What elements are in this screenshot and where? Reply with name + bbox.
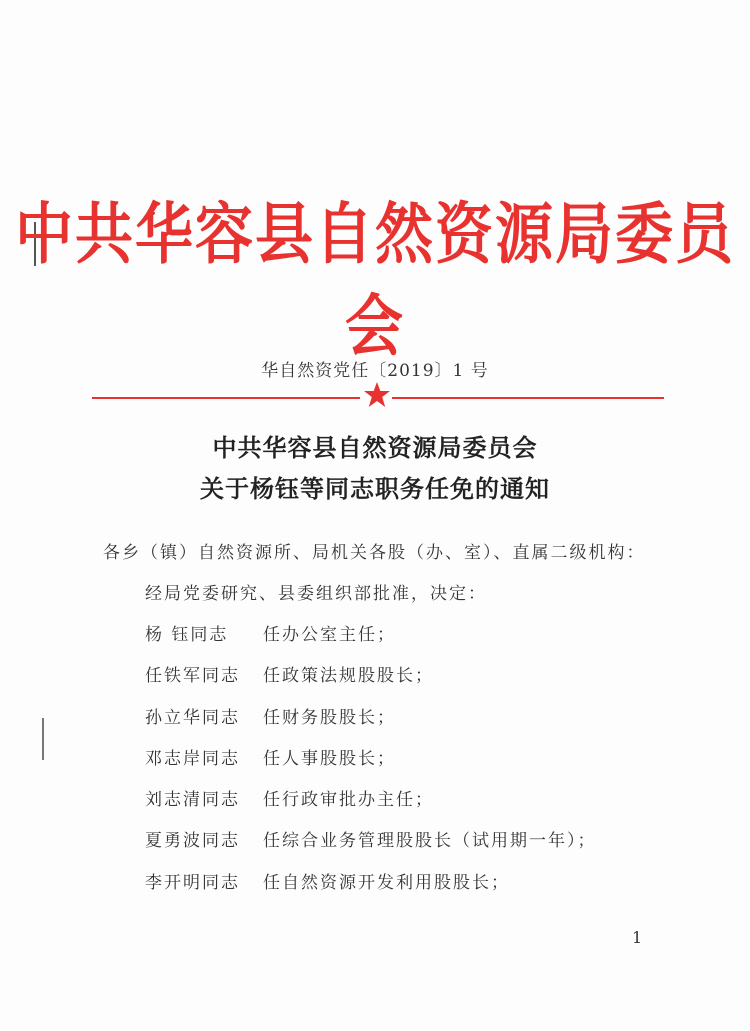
document-number: 华自然资党任〔2019〕1 号 xyxy=(261,361,489,381)
appointee-name: 邓志岸同志 xyxy=(145,748,240,769)
appointee-name: 杨 钰同志 xyxy=(145,625,229,645)
red-letterhead-title: 中共华容县自然资源局委员会 xyxy=(14,194,735,366)
appointee-name: 夏勇波同志 xyxy=(145,831,240,852)
appointment-item xyxy=(145,703,597,744)
appointee-name: 刘志清同志 xyxy=(145,790,240,811)
appointed-position: 任人事股股长； xyxy=(263,748,396,769)
scan-edge-mark xyxy=(42,718,44,760)
notice-title-line-2: 关于杨钰等同志职务任免的通知 xyxy=(200,474,550,503)
appointed-position: 任行政审批办主任； xyxy=(263,790,434,811)
appointment-item xyxy=(145,661,597,702)
addressee-line: 各乡（镇）自然资源所、局机关各股（办、室）、直属二级机构： xyxy=(103,543,646,563)
red-star-icon xyxy=(363,380,391,410)
appointment-item xyxy=(145,826,597,867)
appointment-item xyxy=(145,620,597,661)
red-rule-left xyxy=(92,397,360,399)
appointed-position: 任办公室主任； xyxy=(263,625,396,645)
appointed-position: 任财务股股长； xyxy=(263,707,396,728)
appointment-item xyxy=(145,785,597,826)
page-number: 1 xyxy=(632,928,643,947)
appointment-item xyxy=(145,744,597,785)
appointee-name: 孙立华同志 xyxy=(145,707,240,728)
appointment-item xyxy=(145,868,597,909)
appointed-position: 任政策法规股股长； xyxy=(263,666,434,687)
appointment-list xyxy=(145,620,597,909)
appointee-name: 李开明同志 xyxy=(145,872,240,893)
appointed-position: 任自然资源开发利用股股长； xyxy=(263,872,510,893)
notice-title-line-1: 中共华容县自然资源局委员会 xyxy=(212,433,538,462)
appointed-position: 任综合业务管理股股长（试用期一年）； xyxy=(263,831,597,852)
decision-intro: 经局党委研究、县委组织部批准，决定： xyxy=(145,584,487,604)
red-rule-right xyxy=(392,397,664,399)
appointee-name: 任铁军同志 xyxy=(145,666,240,687)
